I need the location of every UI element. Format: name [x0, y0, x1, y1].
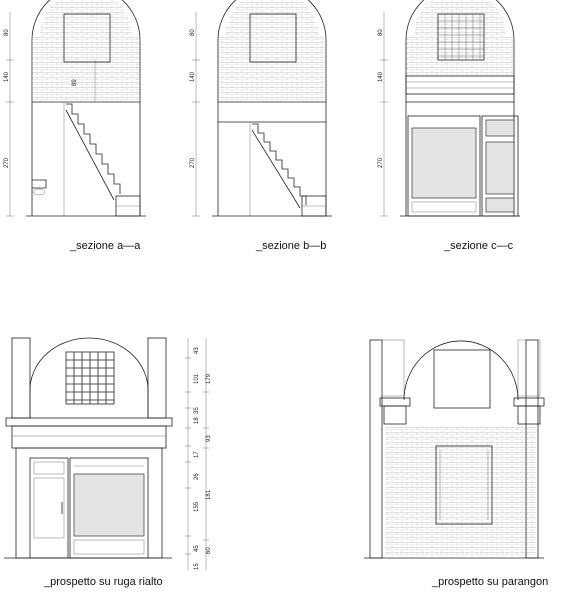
elevation-dim-45: 45	[194, 545, 200, 552]
elevation-dim-101: 101	[194, 373, 200, 384]
caption-prospetto-ruga-rialto: _prospetto su ruga rialto	[44, 576, 163, 588]
elevation-dim-155: 155	[194, 501, 200, 512]
section-a-dim-140: 140	[4, 71, 10, 82]
elevation-ruga-rialto-drawing	[4, 338, 212, 570]
elevation-dim-15: 15	[194, 563, 200, 570]
section-c-dim-80: 80	[378, 29, 384, 36]
elevation-dim-43: 43	[194, 347, 200, 354]
elevation-dim-93: 93	[206, 435, 212, 442]
section-b-dim-80: 80	[190, 29, 196, 36]
section-b-b-drawing	[190, 0, 332, 216]
elevation-dim-179: 179	[206, 373, 212, 384]
elevation-dim-26: 26	[194, 473, 200, 480]
elevation-dim-181: 181	[206, 489, 212, 500]
elevation-dim-60: 60	[206, 547, 212, 554]
section-a-dim-89: 89	[72, 79, 78, 86]
elevation-dim-35: 35	[194, 407, 200, 414]
caption-sezione-a-a: _sezione a—a	[70, 240, 141, 252]
section-a-dim-80: 80	[4, 29, 10, 36]
elevation-parangon-drawing	[364, 340, 544, 558]
caption-prospetto-parangon: _prospetto su parangon	[432, 576, 549, 588]
caption-sezione-c-c: _sezione c—c	[444, 240, 514, 252]
section-c-c-drawing	[378, 0, 520, 216]
section-c-dim-270: 270	[378, 157, 384, 168]
section-b-dim-140: 140	[190, 71, 196, 82]
section-a-a-drawing	[4, 0, 146, 216]
section-c-dim-140: 140	[378, 71, 384, 82]
section-b-dim-270: 270	[190, 157, 196, 168]
elevation-dim-18: 18	[194, 417, 200, 424]
caption-sezione-b-b: _sezione b—b	[256, 240, 327, 252]
section-a-dim-270: 270	[4, 157, 10, 168]
elevation-dim-17: 17	[194, 451, 200, 458]
